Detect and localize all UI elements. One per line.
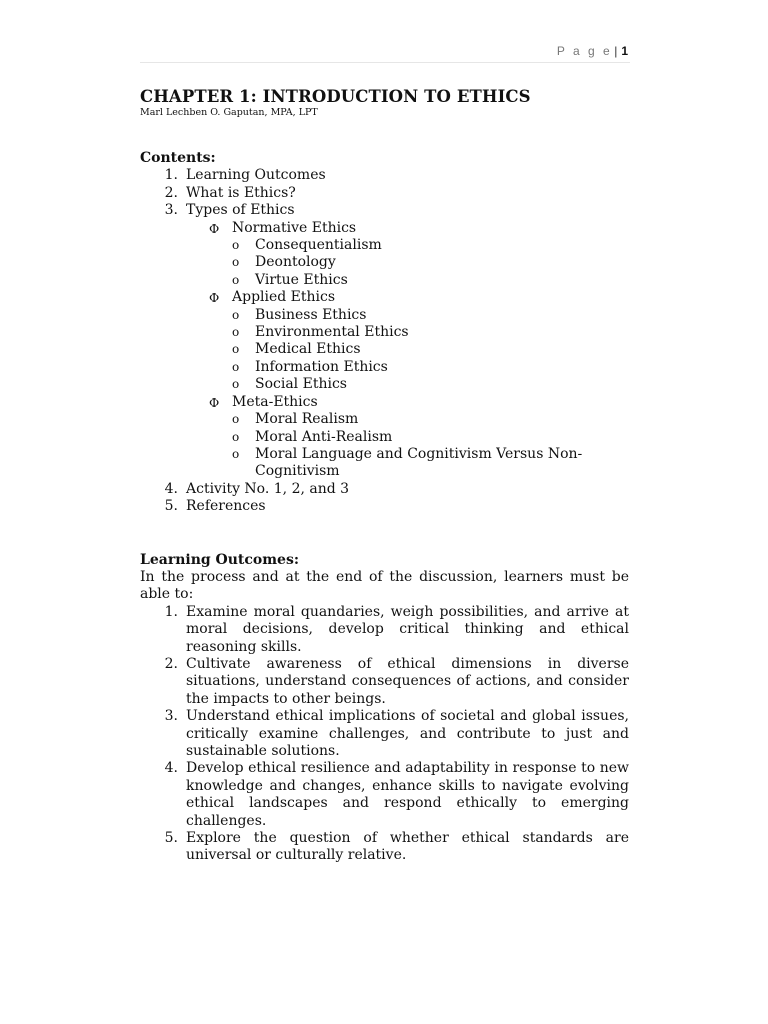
learning-outcome-text: Explore the question of whether ethical standards are universal or culturally relative. — [186, 830, 629, 864]
ethics-type-item — [140, 220, 629, 237]
contents-item-text: Learning Outcomes — [186, 167, 326, 184]
contents-item-text: What is Ethics? — [186, 184, 296, 201]
ethics-subtype-item — [140, 411, 629, 428]
circle-bullet-icon: o — [232, 325, 240, 340]
learning-outcomes-intro: In the process and at the end of the discussion, learners must be able to: — [140, 568, 629, 603]
chapter-title: CHAPTER 1: INTRODUCTION TO ETHICS — [140, 87, 531, 106]
document-body — [140, 87, 629, 865]
learning-outcome-text: Develop ethical resilience and adaptability in response to new knowledge and changes, enhance skills to navigate evolving ethical landscapes and respond ethically to emerging challenges. — [186, 760, 629, 829]
learning-outcome-item — [140, 656, 629, 708]
ethics-subtype-item — [140, 359, 629, 376]
ethics-type-label: Applied Ethics — [232, 289, 336, 306]
learning-outcome-text: Cultivate awareness of ethical dimensions in diverse situations, understand consequences of actions, and consider the impacts to other beings. — [186, 655, 629, 707]
ethics-subtype-label: Moral Language and Cognitivism Versus Non-Cognitivism — [255, 445, 583, 480]
ethics-subtype-label: Moral Anti-Realism — [255, 428, 393, 445]
ethics-subtype-label: Medical Ethics — [255, 341, 361, 358]
circle-bullet-icon: o — [232, 255, 240, 270]
page-word: P a g e — [556, 44, 613, 58]
ethics-subtype-label: Business Ethics — [255, 306, 367, 323]
circle-bullet-icon: o — [232, 307, 240, 322]
phi-bullet-icon: Φ — [209, 290, 220, 306]
contents-item — [140, 167, 629, 184]
circle-bullet-icon: o — [232, 377, 240, 392]
page-separator: | — [614, 44, 618, 58]
ethics-type-label: Normative Ethics — [232, 219, 357, 236]
circle-bullet-icon: o — [232, 342, 240, 357]
contents-item-number: 5. — [164, 498, 178, 515]
learning-outcome-number: 2. — [164, 655, 178, 672]
contents-item-number: 1. — [164, 167, 178, 184]
circle-bullet-icon: o — [232, 272, 240, 287]
ethics-subtype-item — [140, 254, 629, 271]
learning-outcome-item — [140, 604, 629, 656]
learning-outcome-text: Examine moral quandaries, weigh possibilities, and arrive at moral decisions, develop critical thinking and ethical reasoning skills. — [186, 603, 629, 655]
learning-outcome-number: 4. — [164, 760, 178, 777]
author-line: Marl Lechben O. Gaputan, MPA, LPT — [140, 107, 318, 118]
contents-item-number: 4. — [164, 480, 178, 497]
ethics-subtype-label: Virtue Ethics — [255, 271, 348, 288]
learning-outcome-number: 1. — [164, 603, 178, 620]
ethics-subtype-item — [140, 446, 629, 481]
ethics-subtype-item — [140, 324, 629, 341]
ethics-type-item — [140, 289, 629, 306]
contents-heading: Contents: — [140, 150, 216, 166]
learning-outcome-item — [140, 708, 629, 760]
contents-item — [140, 481, 629, 498]
contents-item — [140, 202, 629, 219]
ethics-subtype-label: Moral Realism — [255, 411, 359, 428]
learning-outcome-number: 3. — [164, 708, 178, 725]
contents-item-number: 3. — [164, 202, 178, 219]
ethics-subtype-item — [140, 272, 629, 289]
phi-bullet-icon: Φ — [209, 220, 220, 236]
ethics-subtype-label: Consequentialism — [255, 237, 382, 254]
ethics-subtype-item — [140, 237, 629, 254]
ethics-subtype-item — [140, 376, 629, 393]
ethics-subtype-label: Environmental Ethics — [255, 324, 409, 341]
learning-outcome-text: Understand ethical implications of societal and global issues, critically examine challenges, and contribute to just and sustainable solutions. — [186, 708, 629, 759]
contents-item — [140, 498, 629, 515]
learning-outcome-number: 5. — [164, 830, 178, 847]
ethics-subtype-item — [140, 429, 629, 446]
contents-item-text: Types of Ethics — [186, 202, 295, 219]
phi-bullet-icon: Φ — [209, 394, 220, 410]
circle-bullet-icon: o — [232, 429, 240, 444]
page-number-label — [557, 44, 628, 58]
ethics-subtype-item — [140, 341, 629, 358]
ethics-type-label: Meta-Ethics — [232, 393, 318, 410]
learning-outcome-item — [140, 830, 629, 865]
page-number: 1 — [621, 44, 628, 58]
circle-bullet-icon: o — [232, 412, 240, 427]
circle-bullet-icon: o — [232, 238, 240, 253]
circle-bullet-icon: o — [232, 359, 240, 374]
contents-item-text: References — [186, 498, 266, 515]
ethics-subtype-label: Social Ethics — [255, 376, 347, 393]
contents-item-text: Activity No. 1, 2, and 3 — [186, 480, 350, 497]
ethics-subtype-item — [140, 307, 629, 324]
contents-item-number: 2. — [164, 184, 178, 201]
learning-outcomes-heading: Learning Outcomes: — [140, 551, 300, 568]
circle-bullet-icon: o — [232, 446, 240, 461]
page-header — [140, 38, 630, 63]
ethics-subtype-label: Deontology — [255, 254, 336, 271]
ethics-type-item — [140, 394, 629, 411]
contents-list — [140, 167, 629, 515]
learning-outcome-item — [140, 760, 629, 830]
ethics-subtype-label: Information Ethics — [255, 358, 388, 375]
contents-item — [140, 185, 629, 202]
learning-outcomes-list — [140, 604, 629, 865]
